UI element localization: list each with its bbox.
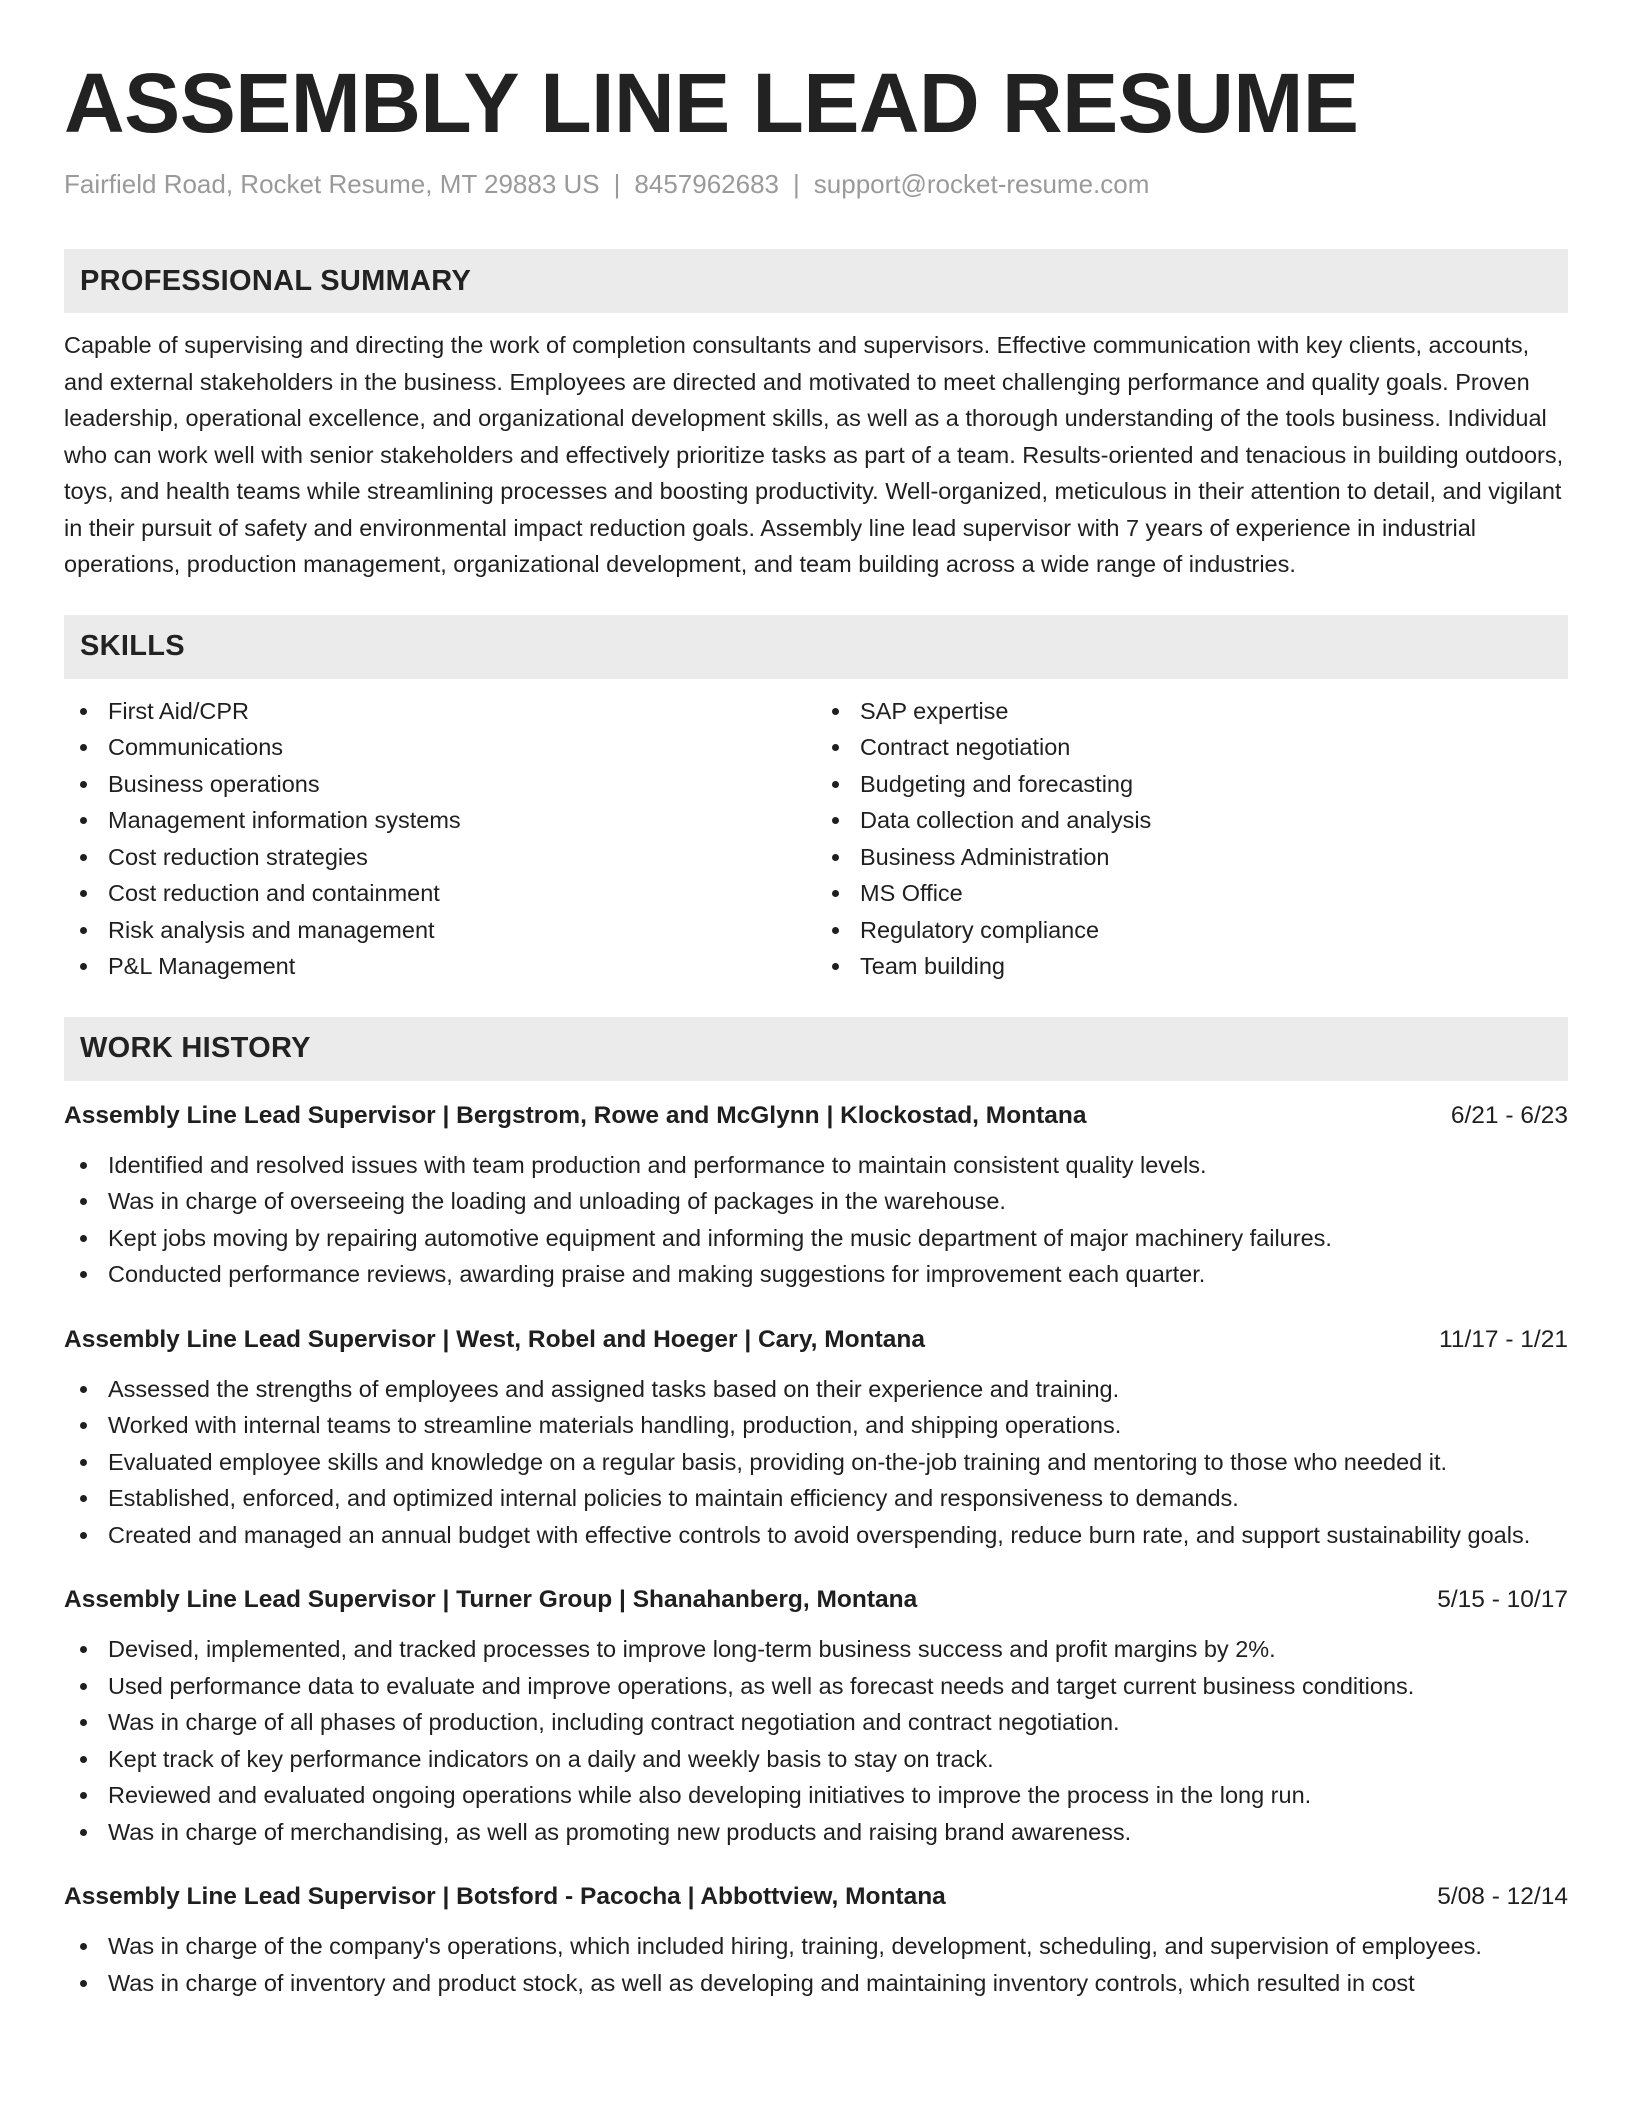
skill-item: P&L Management [64,948,816,985]
skill-item: Management information systems [64,802,816,839]
contact-phone: 8457962683 [634,169,780,199]
job-title: Assembly Line Lead Supervisor | Botsford - Pacocha | Abbottview, Montana [64,1883,946,1910]
skill-item: First Aid/CPR [64,693,816,730]
job-bullet: Identified and resolved issues with team production and performance to maintain consistent quality levels. [64,1147,1568,1184]
job-bullet: Worked with internal teams to streamline materials handling, production, and shipping operations. [64,1407,1568,1444]
contact-address: Fairfield Road, Rocket Resume, MT 29883 US [64,169,600,199]
contact-line [64,167,1568,201]
skill-item: Risk analysis and management [64,912,816,949]
job-entry [64,1323,1568,1554]
job-bullets [64,1147,1568,1293]
job-header [64,1099,1568,1133]
skill-item: Business Administration [816,839,1568,876]
job-bullet: Conducted performance reviews, awarding praise and making suggestions for improvement each quarter. [64,1256,1568,1293]
job-dates: 6/21 - 6/23 [1450,1101,1568,1129]
skill-item: Business operations [64,766,816,803]
job-entry [64,1099,1568,1293]
job-bullet: Assessed the strengths of employees and assigned tasks based on their experience and training. [64,1371,1568,1408]
job-bullets [64,1371,1568,1554]
job-title: Assembly Line Lead Supervisor | Turner Group | Shanahanberg, Montana [64,1586,918,1613]
job-bullet: Used performance data to evaluate and improve operations, as well as forecast needs and target current business conditions. [64,1668,1568,1705]
job-header [64,1880,1568,1914]
job-bullets [64,1631,1568,1850]
job-dates: 5/08 - 12/14 [1437,1883,1568,1910]
job-dates: 11/17 - 1/21 [1439,1325,1568,1353]
job-bullet: Was in charge of the company's operations, which included hiring, training, development, scheduling, and supervision of employees. [64,1928,1568,1965]
summary-text: Capable of supervising and directing the work of completion consultants and supervisors. Effective communication with key clients, accounts, and external stakeholders in the business. Employees are directed and motivated to meet challenging performance and quality goals. Proven leadership, operational excellence, and organizational development skills, as well as a thorough understanding of the tools business. Individual who can work well with senior stakeholders and effectively prioritize tasks as part of a team. Results-oriented and tenacious in building outdoors, toys, and health teams while streamlining processes and boosting productivity. Well-organized, meticulous in their attention to detail, and vigilant in their pursuit of safety and environmental impact reduction goals. Assembly line lead supervisor with 7 years of experience in industrial operations, production management, organizational development, and team building across a wide range of industries. [64,332,1564,577]
job-bullet: Evaluated employee skills and knowledge on a regular basis, providing on-the-job training and mentoring to those who needed it. [64,1444,1568,1481]
resume-title: ASSEMBLY LINE LEAD RESUME [64,56,1359,150]
job-bullet: Was in charge of all phases of production, including contract negotiation and contract negotiation. [64,1704,1568,1741]
job-bullet: Created and managed an annual budget with effective controls to avoid overspending, reduce burn rate, and support sustainability goals. [64,1517,1568,1554]
section-header-work-history: WORK HISTORY [64,1017,1568,1081]
contact-separator: | [793,169,800,199]
skill-item: Cost reduction strategies [64,839,816,876]
job-header [64,1583,1568,1617]
skill-item: SAP expertise [816,693,1568,730]
job-bullet: Was in charge of overseeing the loading and unloading of packages in the warehouse. [64,1183,1568,1220]
skill-item: Budgeting and forecasting [816,766,1568,803]
job-title: Assembly Line Lead Supervisor | West, Robel and Hoeger | Cary, Montana [64,1325,925,1353]
job-bullet: Kept jobs moving by repairing automotive equipment and informing the music department of major machinery failures. [64,1220,1568,1257]
skills-list-left [64,693,816,985]
job-bullet: Was in charge of inventory and product stock, as well as developing and maintaining inventory controls, which resulted in cost [64,1965,1568,2002]
skill-item: Cost reduction and containment [64,875,816,912]
job-title: Assembly Line Lead Supervisor | Bergstrom, Rowe and McGlynn | Klockostad, Montana [64,1101,1087,1129]
job-bullets [64,1928,1568,2001]
job-header [64,1323,1568,1357]
job-bullet: Reviewed and evaluated ongoing operations while also developing initiatives to improve the process in the long run. [64,1777,1568,1814]
job-bullet: Kept track of key performance indicators on a daily and weekly basis to stay on track. [64,1741,1568,1778]
section-header-summary: PROFESSIONAL SUMMARY [64,249,1568,313]
job-dates: 5/15 - 10/17 [1437,1586,1568,1613]
skill-item: Communications [64,729,816,766]
skill-item: MS Office [816,875,1568,912]
skill-item: Team building [816,948,1568,985]
skills-list-right [816,693,1568,985]
section-header-skills: SKILLS [64,615,1568,679]
job-bullet: Devised, implemented, and tracked processes to improve long-term business success and profit margins by 2%. [64,1631,1568,1668]
job-bullet: Established, enforced, and optimized internal policies to maintain efficiency and responsiveness to demands. [64,1480,1568,1517]
skills-columns [64,693,1568,985]
skill-item: Regulatory compliance [816,912,1568,949]
contact-separator: | [613,169,621,199]
contact-email: support@rocket-resume.com [813,169,1150,199]
job-bullet: Was in charge of merchandising, as well as promoting new products and raising brand awareness. [64,1814,1568,1851]
skill-item: Contract negotiation [816,729,1568,766]
job-entry [64,1880,1568,2001]
skill-item: Data collection and analysis [816,802,1568,839]
job-entry [64,1583,1568,1850]
